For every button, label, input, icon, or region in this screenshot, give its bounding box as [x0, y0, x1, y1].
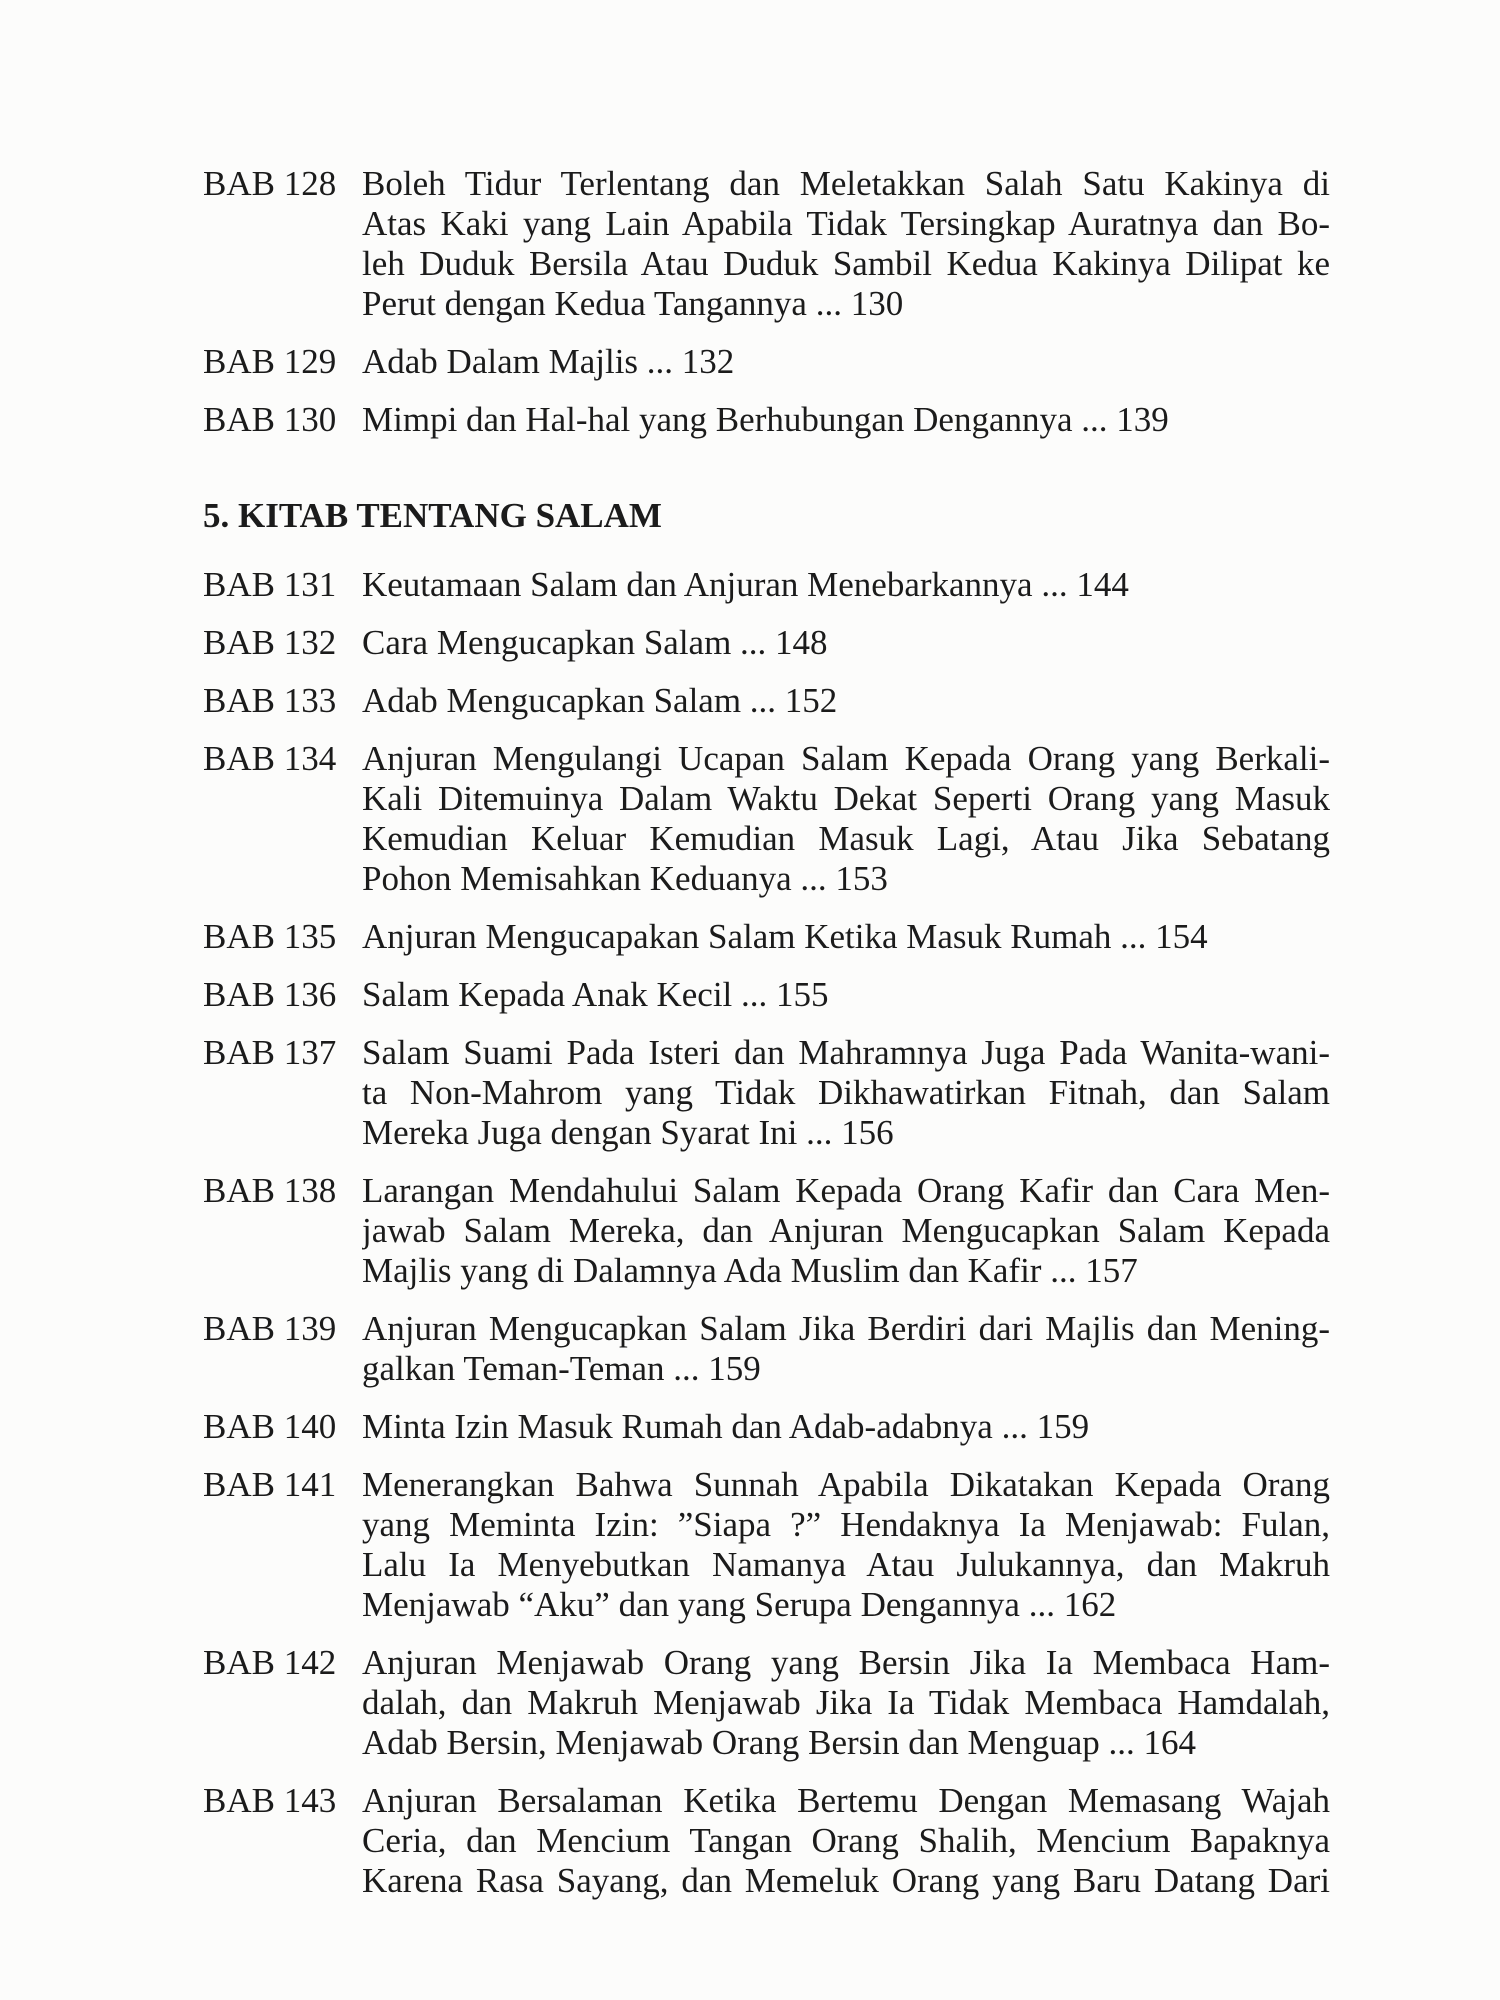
title-line: Adab Bersin, Menjawab Orang Bersin dan Menguap ... 164	[362, 1723, 1196, 1762]
title-line: Adab Mengucapkan Salam ... 152	[362, 681, 838, 720]
title-line: Mimpi dan Hal-hal yang Berhubungan Dengannya ... 139	[362, 400, 1169, 439]
title-line: jawab Salam Mereka, dan Anjuran Mengucapkan Salam Kepada	[362, 1211, 1330, 1250]
title-line: Anjuran Menjawab Orang yang Bersin Jika Ia Membaca Ham-	[362, 1643, 1330, 1682]
chapter-number: BAB 136	[203, 975, 337, 1014]
toc-entry	[0, 342, 1500, 382]
chapter-number: BAB 135	[203, 917, 337, 956]
chapter-title	[362, 917, 1330, 957]
title-line: Majlis yang di Dalamnya Ada Muslim dan Kafir ... 157	[362, 1251, 1138, 1290]
title-line: Mereka Juga dengan Syarat Ini ... 156	[362, 1113, 894, 1152]
chapter-title	[362, 1033, 1330, 1153]
chapter-number: BAB 138	[203, 1171, 337, 1210]
title-line: Boleh Tidur Terlentang dan Meletakkan Salah Satu Kakinya di	[362, 164, 1330, 203]
title-line: Larangan Mendahului Salam Kepada Orang Kafir dan Cara Men-	[362, 1171, 1330, 1210]
title-line: Lalu Ia Menyebutkan Namanya Atau Julukannya, dan Makruh	[362, 1545, 1330, 1584]
toc-entry	[0, 1033, 1500, 1153]
toc-entry	[0, 739, 1500, 899]
chapter-title	[362, 975, 1330, 1015]
toc-entry	[0, 917, 1500, 957]
title-line: Cara Mengucapkan Salam ... 148	[362, 623, 828, 662]
chapter-number: BAB 143	[203, 1781, 337, 1820]
chapter-title	[362, 1781, 1330, 1901]
chapter-title	[362, 623, 1330, 663]
title-line: Minta Izin Masuk Rumah dan Adab-adabnya ... 159	[362, 1407, 1090, 1446]
chapter-number: BAB 132	[203, 623, 337, 662]
chapter-title	[362, 1407, 1330, 1447]
title-line: Anjuran Bersalaman Ketika Bertemu Dengan Memasang Wajah	[362, 1781, 1330, 1820]
chapter-title	[362, 1309, 1330, 1389]
chapter-number: BAB 128	[203, 164, 337, 203]
chapter-number: BAB 130	[203, 400, 337, 439]
toc-entry	[0, 1643, 1500, 1763]
title-line: Menerangkan Bahwa Sunnah Apabila Dikatakan Kepada Orang	[362, 1465, 1330, 1504]
title-line: Perut dengan Kedua Tangannya ... 130	[362, 284, 904, 323]
title-line: ta Non-Mahrom yang Tidak Dikhawatirkan Fitnah, dan Salam	[362, 1073, 1330, 1112]
title-line: Anjuran Mengulangi Ucapan Salam Kepada Orang yang Berkali-	[362, 739, 1330, 778]
chapter-number: BAB 142	[203, 1643, 337, 1682]
title-line: Salam Kepada Anak Kecil ... 155	[362, 975, 829, 1014]
title-line: Ceria, dan Mencium Tangan Orang Shalih, Mencium Bapaknya	[362, 1821, 1330, 1860]
chapter-title	[362, 739, 1330, 899]
chapter-title	[362, 164, 1330, 324]
toc-entry	[0, 975, 1500, 1015]
chapter-number: BAB 137	[203, 1033, 337, 1072]
chapter-title	[362, 565, 1330, 605]
title-line: galkan Teman-Teman ... 159	[362, 1349, 761, 1388]
chapter-title	[362, 1171, 1330, 1291]
title-line: Menjawab “Aku” dan yang Serupa Dengannya ... 162	[362, 1585, 1117, 1624]
title-line: Salam Suami Pada Isteri dan Mahramnya Juga Pada Wanita-wani-	[362, 1033, 1330, 1072]
chapter-title	[362, 400, 1330, 440]
chapter-title	[362, 342, 1330, 382]
title-line: Anjuran Mengucapakan Salam Ketika Masuk Rumah ... 154	[362, 917, 1208, 956]
title-line: yang Meminta Izin: ”Siapa ?” Hendaknya Ia Menjawab: Fulan,	[362, 1505, 1330, 1544]
toc-entry	[0, 400, 1500, 440]
chapter-number: BAB 129	[203, 342, 337, 381]
chapter-number: BAB 139	[203, 1309, 337, 1348]
toc-entry	[0, 164, 1500, 324]
title-line: dalah, dan Makruh Menjawab Jika Ia Tidak Membaca Hamdalah,	[362, 1683, 1330, 1722]
toc-entry	[0, 681, 1500, 721]
title-line: Kali Ditemuinya Dalam Waktu Dekat Seperti Orang yang Masuk	[362, 779, 1330, 818]
chapter-number: BAB 141	[203, 1465, 337, 1504]
chapter-title	[362, 1643, 1330, 1763]
title-line: Anjuran Mengucapkan Salam Jika Berdiri dari Majlis dan Mening-	[362, 1309, 1330, 1348]
title-line: leh Duduk Bersila Atau Duduk Sambil Kedua Kakinya Dilipat ke	[362, 244, 1330, 283]
chapter-number: BAB 133	[203, 681, 337, 720]
title-line: Karena Rasa Sayang, dan Memeluk Orang yang Baru Datang Dari	[362, 1861, 1330, 1900]
toc-entry	[0, 623, 1500, 663]
toc-entry	[0, 1781, 1500, 1901]
toc-entry	[0, 565, 1500, 605]
chapter-number: BAB 131	[203, 565, 337, 604]
chapter-number: BAB 140	[203, 1407, 337, 1446]
toc-entry	[0, 1465, 1500, 1625]
chapter-title	[362, 1465, 1330, 1625]
title-line: Atas Kaki yang Lain Apabila Tidak Tersingkap Auratnya dan Bo-	[362, 204, 1330, 243]
title-line: Adab Dalam Majlis ... 132	[362, 342, 735, 381]
title-line: Kemudian Keluar Kemudian Masuk Lagi, Atau Jika Sebatang	[362, 819, 1330, 858]
title-line: Pohon Memisahkan Keduanya ... 153	[362, 859, 888, 898]
toc-entry	[0, 1309, 1500, 1389]
toc-entry	[0, 1171, 1500, 1291]
chapter-number: BAB 134	[203, 739, 337, 778]
chapter-title	[362, 681, 1330, 721]
toc-entry	[0, 1407, 1500, 1447]
section-heading: 5. KITAB TENTANG SALAM	[203, 496, 662, 535]
title-line: Keutamaan Salam dan Anjuran Menebarkannya ... 144	[362, 565, 1129, 604]
